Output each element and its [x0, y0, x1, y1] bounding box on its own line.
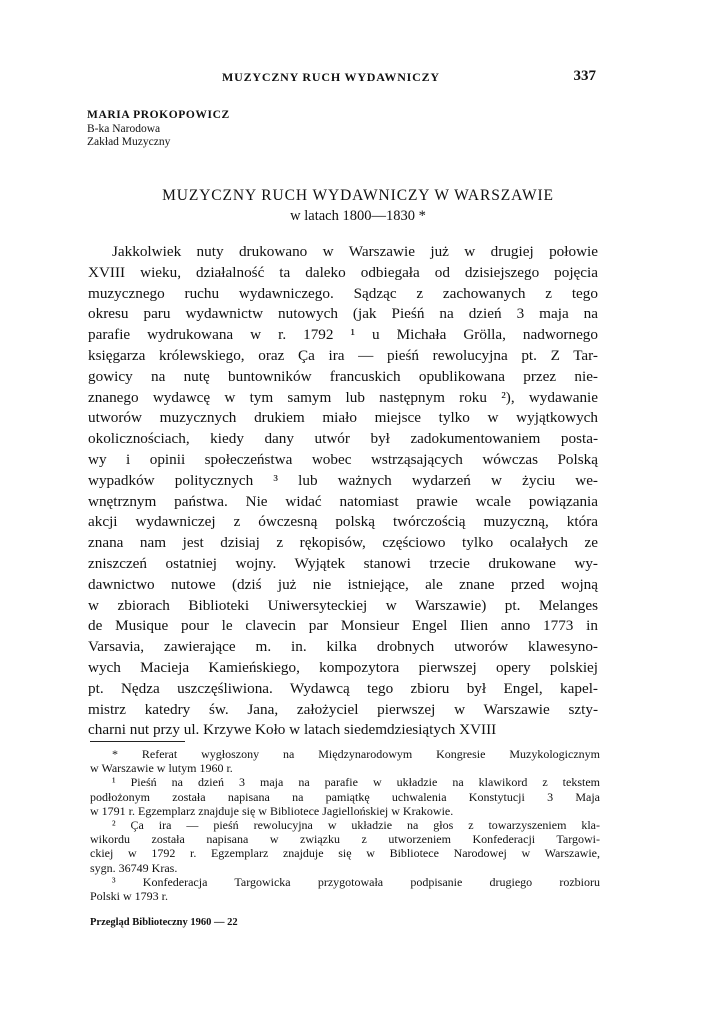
body-line: znanego wydawcę w tym samym lub następnym roku ²), wydawanie: [88, 388, 598, 406]
page-number: 337: [573, 68, 596, 84]
author-name: MARIA PROKOPOWICZ: [87, 109, 230, 121]
body-line: mistrz katedry św. Jana, założyciel pierwszej w Warszawie szty-: [88, 700, 598, 718]
footnote-line: Polski w 1793 r.: [90, 888, 169, 903]
running-head: [0, 70, 716, 90]
footnote-line: * Referat wygłoszony na Międzynarodowym Kongresie Muzykologicznym: [112, 747, 600, 761]
footnote-line: podłożonym została napisana na pamiątkę uchwalenia Konstytucji 3 Maja: [90, 789, 600, 804]
body-line: gowicy na nutę buntowników francuskich opublikowana przez nie-: [88, 367, 598, 385]
footnotes: [90, 747, 600, 903]
article-title: MUZYCZNY RUCH WYDAWNICZY W WARSZAWIE: [162, 187, 554, 204]
body-line: wnętrznym państwa. Nie widać natomiast prawie wcale powiązania: [88, 492, 598, 510]
body-line: Jakkolwiek nuty drukowano w Warszawie już w drugiej połowie: [112, 243, 598, 260]
body-line: XVIII wieku, działalność ta daleko odbiegała od dzisiejszego pojęcia: [88, 263, 598, 281]
body-line: charni nut przy ul. Krzywe Koło w latach siedemdziesiątych XVIII: [88, 721, 497, 739]
body-line: wych Macieja Kamieńskiego, kompozytora pierwszej opery polskiej: [88, 658, 598, 676]
body-line: muzycznego ruchu wydawniczego. Sądząc z zachowanych z tego: [88, 284, 598, 302]
journal-footer: Przegląd Biblioteczny 1960 — 22: [90, 917, 238, 928]
footnote-line: ² Ça ira — pieśń rewolucyjna w układzie na głos z towarzyszeniem kla-: [112, 817, 600, 832]
body-line: okresu paru wydawnictw nutowych (jak Pieśń na dzień 3 maja na: [88, 305, 598, 323]
footnote-separator: [90, 741, 185, 742]
body-line: wy i opinii społeczeństwa wobec wstrząsających wówczas Polską: [88, 450, 598, 468]
body-line: wypadków politycznych ³ lub ważnych wydarzeń w życiu we-: [88, 471, 598, 489]
body-line: księgarza królewskiego, oraz Ça ira — pieśń rewolucyjna pt. Z Tar-: [88, 346, 598, 364]
running-title: MUZYCZNY RUCH WYDAWNICZY: [222, 70, 440, 84]
body-text: [88, 242, 598, 741]
body-line: de Musique pour le clavecin par Monsieur Engel Ilien anno 1773 in: [88, 617, 598, 635]
body-line: utworów muzycznych drukiem miało miejsce tylko w wyjątkowych: [88, 409, 598, 427]
footnote-line: sygn. 36749 Kras.: [90, 860, 178, 875]
body-line: okolicznościach, kiedy dany utwór był zadokumentowaniem posta-: [88, 430, 598, 448]
footnote-line: wikordu została napisana w związku z utworzeniem Konfederacji Targowi-: [90, 832, 600, 847]
author-institution: B-ka Narodowa: [87, 122, 161, 135]
footnote-line: ¹ Pieśń na dzień 3 maja na parafie w układzie na klawikord z tekstem: [112, 775, 600, 790]
body-line: znana nam jest dzisiaj z rękopisów, częściowo tylko ocalałych ze: [88, 534, 598, 552]
body-line: parafie wydrukowana w r. 1792 ¹ u Michała Grölla, nadwornego: [88, 326, 598, 344]
footnote-line: w 1791 r. Egzemplarz znajduje się w Bibliotece Jagiellońskiej w Krakowie.: [90, 803, 454, 818]
body-line: Varsavia, zawierające m. in. kilka drobnych utworów klawesyno-: [88, 638, 598, 656]
author-block: [87, 109, 230, 150]
article-subtitle: w latach 1800—1830 *: [290, 208, 426, 224]
body-line: w zbiorach Biblioteki Uniwersyteckiej w Warszawie) pt. Melanges: [88, 596, 598, 614]
body-line: zniszczeń ostatniej wojny. Wyjątek stanowi trzecie drukowane wy-: [88, 554, 598, 572]
footnote-line: ckiej w 1792 r. Egzemplarz znajduje się w Bibliotece Narodowej w Warszawie,: [90, 846, 600, 861]
body-line: dawnictwo nutowe (dziś już nie istniejące, ale znane przed wojną: [88, 575, 598, 593]
body-line: pt. Nędza uszczęśliwiona. Wydawcą tego zbioru był Engel, kapel-: [88, 679, 598, 697]
title-block: [0, 186, 716, 226]
footnote-line: w Warszawie w lutym 1960 r.: [90, 761, 233, 776]
author-department: Zakład Muzyczny: [87, 136, 171, 148]
footnote-line: ³ Konfederacja Targowicka przygotowała podpisanie drugiego rozbioru: [112, 874, 600, 889]
body-line: akcji wydawniczej z ówczesną polską twórczością muzyczną, która: [88, 513, 598, 531]
